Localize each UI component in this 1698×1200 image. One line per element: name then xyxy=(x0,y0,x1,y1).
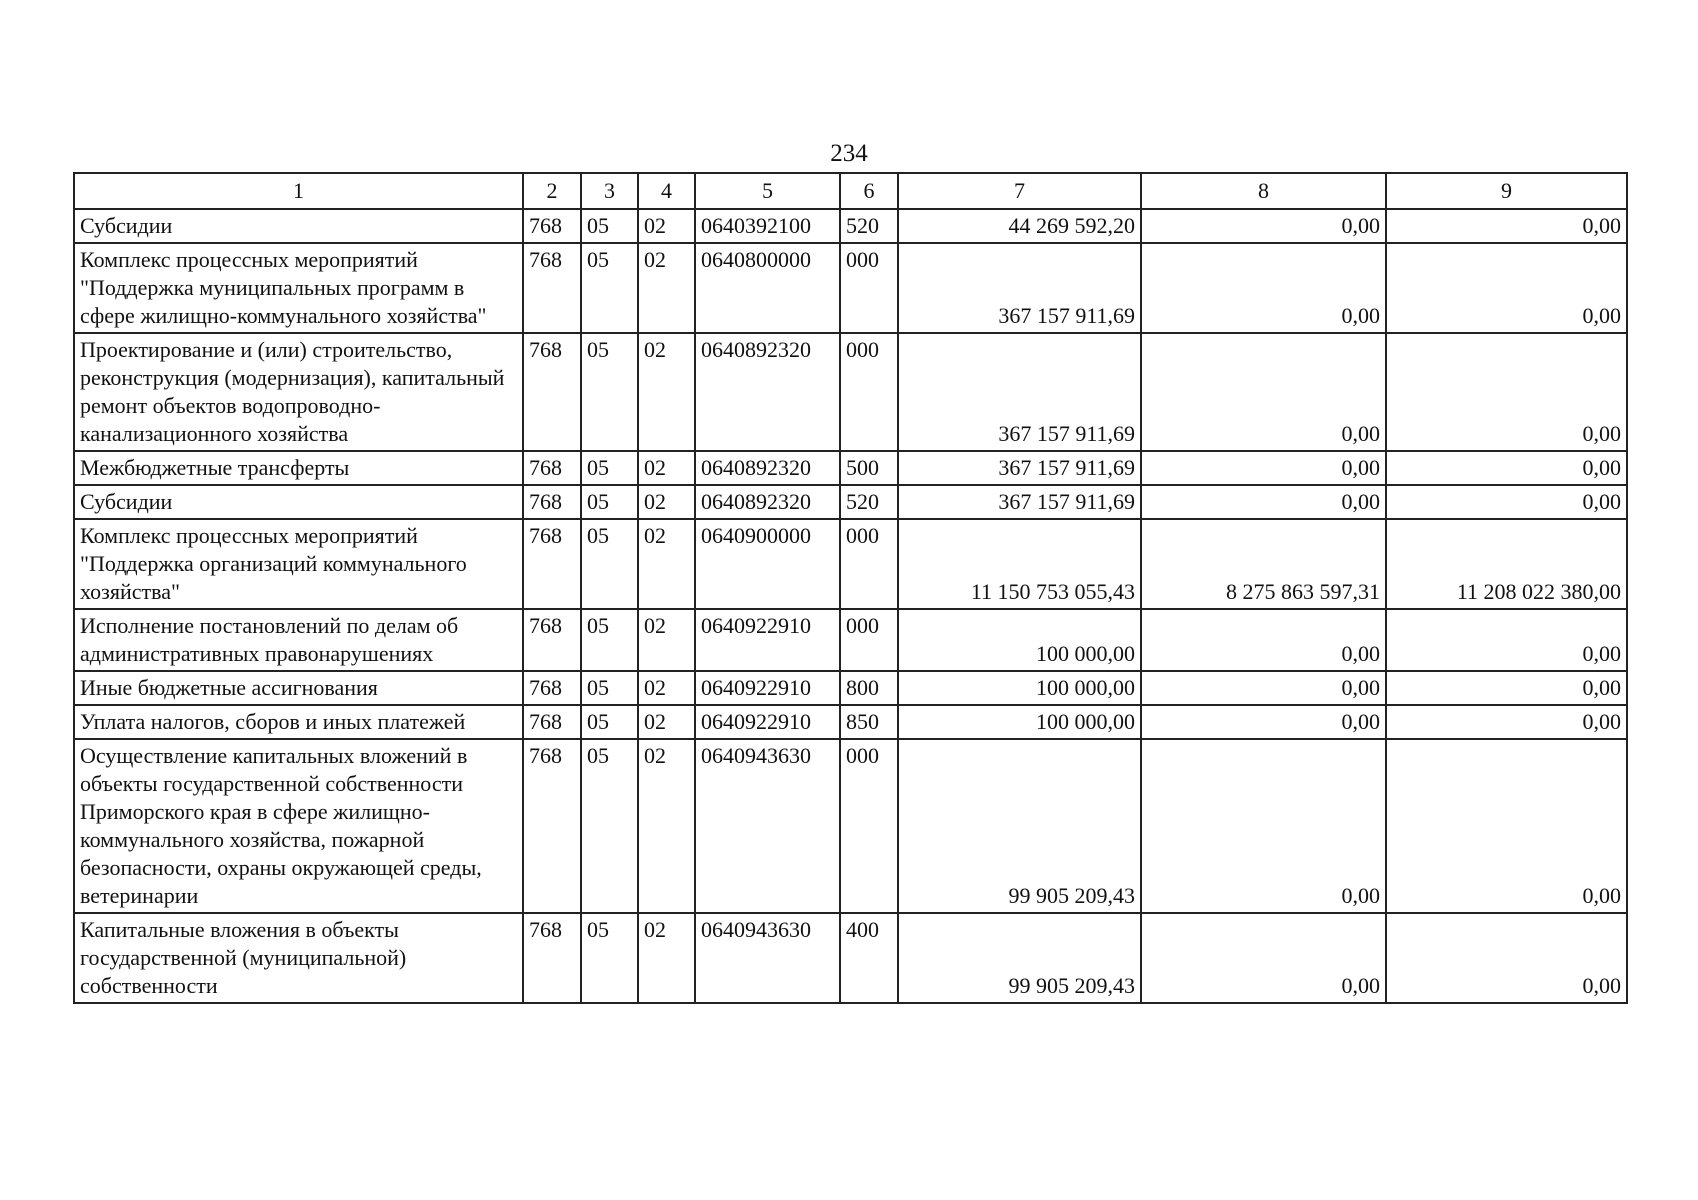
amount-col7-cell: 44 269 592,20 xyxy=(898,209,1141,243)
expense-type-cell: 850 xyxy=(840,705,898,739)
section-code-cell: 05 xyxy=(581,671,638,705)
admin-code-cell: 768 xyxy=(523,451,581,485)
table-row xyxy=(74,913,1627,1003)
target-code-cell: 0640943630 xyxy=(695,739,840,913)
expense-type-cell: 500 xyxy=(840,451,898,485)
table-row xyxy=(74,243,1627,333)
row-name-cell: Субсидии xyxy=(74,485,523,519)
table-row xyxy=(74,739,1627,913)
section-code-cell: 05 xyxy=(581,609,638,671)
admin-code-cell: 768 xyxy=(523,609,581,671)
row-name-cell: Исполнение постановлений по делам об административных правонарушениях xyxy=(74,609,523,671)
row-name-cell: Капитальные вложения в объекты государственной (муниципальной) собственности xyxy=(74,913,523,1003)
amount-col7-cell: 11 150 753 055,43 xyxy=(898,519,1141,609)
amount-col9-cell: 0,00 xyxy=(1386,671,1627,705)
amount-col8-cell: 0,00 xyxy=(1141,609,1386,671)
expense-type-cell: 520 xyxy=(840,209,898,243)
amount-col9-cell: 0,00 xyxy=(1386,913,1627,1003)
subsection-code-cell: 02 xyxy=(638,671,695,705)
target-code-cell: 0640892320 xyxy=(695,333,840,451)
target-code-cell: 0640892320 xyxy=(695,485,840,519)
amount-col8-cell: 0,00 xyxy=(1141,451,1386,485)
target-code-cell: 0640922910 xyxy=(695,705,840,739)
subsection-code-cell: 02 xyxy=(638,609,695,671)
row-name-cell: Осуществление капитальных вложений в объекты государственной собственности Приморского края в сфере жилищно-коммунального хозяйства, пожарной безопасности, охраны окружающей среды, ветеринарии xyxy=(74,739,523,913)
amount-col9-cell: 11 208 022 380,00 xyxy=(1386,519,1627,609)
row-name-cell: Межбюджетные трансферты xyxy=(74,451,523,485)
row-name-cell: Иные бюджетные ассигнования xyxy=(74,671,523,705)
target-code-cell: 0640943630 xyxy=(695,913,840,1003)
amount-col7-cell: 100 000,00 xyxy=(898,671,1141,705)
amount-col9-cell: 0,00 xyxy=(1386,739,1627,913)
expense-type-cell: 000 xyxy=(840,609,898,671)
table-row xyxy=(74,485,1627,519)
amount-col8-cell: 0,00 xyxy=(1141,913,1386,1003)
amount-col8-cell: 0,00 xyxy=(1141,485,1386,519)
amount-col8-cell: 0,00 xyxy=(1141,739,1386,913)
column-header-1: 1 xyxy=(74,173,523,209)
amount-col8-cell: 0,00 xyxy=(1141,243,1386,333)
row-name-cell: Комплекс процессных мероприятий "Поддержка организаций коммунального хозяйства" xyxy=(74,519,523,609)
amount-col9-cell: 0,00 xyxy=(1386,451,1627,485)
amount-col7-cell: 367 157 911,69 xyxy=(898,243,1141,333)
column-header-4: 4 xyxy=(638,173,695,209)
amount-col9-cell: 0,00 xyxy=(1386,485,1627,519)
table-row xyxy=(74,609,1627,671)
amount-col9-cell: 0,00 xyxy=(1386,705,1627,739)
target-code-cell: 0640800000 xyxy=(695,243,840,333)
admin-code-cell: 768 xyxy=(523,519,581,609)
subsection-code-cell: 02 xyxy=(638,209,695,243)
subsection-code-cell: 02 xyxy=(638,519,695,609)
row-name-cell: Комплекс процессных мероприятий "Поддержка муниципальных программ в сфере жилищно-коммунального хозяйства" xyxy=(74,243,523,333)
table-row xyxy=(74,209,1627,243)
section-code-cell: 05 xyxy=(581,739,638,913)
amount-col7-cell: 367 157 911,69 xyxy=(898,485,1141,519)
admin-code-cell: 768 xyxy=(523,485,581,519)
table-row xyxy=(74,705,1627,739)
admin-code-cell: 768 xyxy=(523,243,581,333)
section-code-cell: 05 xyxy=(581,705,638,739)
budget-table xyxy=(73,172,1628,1004)
section-code-cell: 05 xyxy=(581,243,638,333)
header-row xyxy=(74,173,1627,209)
column-header-3: 3 xyxy=(581,173,638,209)
row-name-cell: Проектирование и (или) строительство, реконструкция (модернизация), капитальный ремонт объектов водопроводно-канализационного хозяйства xyxy=(74,333,523,451)
column-header-8: 8 xyxy=(1141,173,1386,209)
amount-col9-cell: 0,00 xyxy=(1386,209,1627,243)
amount-col7-cell: 367 157 911,69 xyxy=(898,451,1141,485)
expense-type-cell: 000 xyxy=(840,739,898,913)
target-code-cell: 0640922910 xyxy=(695,609,840,671)
column-header-6: 6 xyxy=(840,173,898,209)
amount-col7-cell: 99 905 209,43 xyxy=(898,739,1141,913)
column-header-2: 2 xyxy=(523,173,581,209)
admin-code-cell: 768 xyxy=(523,739,581,913)
table-row xyxy=(74,333,1627,451)
column-header-5: 5 xyxy=(695,173,840,209)
amount-col8-cell: 0,00 xyxy=(1141,705,1386,739)
admin-code-cell: 768 xyxy=(523,333,581,451)
subsection-code-cell: 02 xyxy=(638,451,695,485)
subsection-code-cell: 02 xyxy=(638,333,695,451)
amount-col7-cell: 100 000,00 xyxy=(898,609,1141,671)
admin-code-cell: 768 xyxy=(523,209,581,243)
subsection-code-cell: 02 xyxy=(638,705,695,739)
column-header-9: 9 xyxy=(1386,173,1627,209)
section-code-cell: 05 xyxy=(581,333,638,451)
section-code-cell: 05 xyxy=(581,913,638,1003)
expense-type-cell: 000 xyxy=(840,333,898,451)
amount-col8-cell: 8 275 863 597,31 xyxy=(1141,519,1386,609)
subsection-code-cell: 02 xyxy=(638,913,695,1003)
row-name-cell: Субсидии xyxy=(74,209,523,243)
amount-col8-cell: 0,00 xyxy=(1141,671,1386,705)
target-code-cell: 0640900000 xyxy=(695,519,840,609)
expense-type-cell: 000 xyxy=(840,519,898,609)
amount-col7-cell: 367 157 911,69 xyxy=(898,333,1141,451)
subsection-code-cell: 02 xyxy=(638,739,695,913)
amount-col7-cell: 100 000,00 xyxy=(898,705,1141,739)
amount-col7-cell: 99 905 209,43 xyxy=(898,913,1141,1003)
section-code-cell: 05 xyxy=(581,519,638,609)
section-code-cell: 05 xyxy=(581,209,638,243)
admin-code-cell: 768 xyxy=(523,671,581,705)
section-code-cell: 05 xyxy=(581,451,638,485)
amount-col8-cell: 0,00 xyxy=(1141,333,1386,451)
expense-type-cell: 000 xyxy=(840,243,898,333)
table-row xyxy=(74,671,1627,705)
admin-code-cell: 768 xyxy=(523,705,581,739)
section-code-cell: 05 xyxy=(581,485,638,519)
expense-type-cell: 800 xyxy=(840,671,898,705)
table-row xyxy=(74,451,1627,485)
admin-code-cell: 768 xyxy=(523,913,581,1003)
subsection-code-cell: 02 xyxy=(638,485,695,519)
target-code-cell: 0640922910 xyxy=(695,671,840,705)
target-code-cell: 0640392100 xyxy=(695,209,840,243)
amount-col8-cell: 0,00 xyxy=(1141,209,1386,243)
amount-col9-cell: 0,00 xyxy=(1386,609,1627,671)
amount-col9-cell: 0,00 xyxy=(1386,243,1627,333)
subsection-code-cell: 02 xyxy=(638,243,695,333)
target-code-cell: 0640892320 xyxy=(695,451,840,485)
row-name-cell: Уплата налогов, сборов и иных платежей xyxy=(74,705,523,739)
expense-type-cell: 520 xyxy=(840,485,898,519)
column-header-7: 7 xyxy=(898,173,1141,209)
amount-col9-cell: 0,00 xyxy=(1386,333,1627,451)
table-row xyxy=(74,519,1627,609)
expense-type-cell: 400 xyxy=(840,913,898,1003)
page-number: 234 xyxy=(830,140,868,167)
